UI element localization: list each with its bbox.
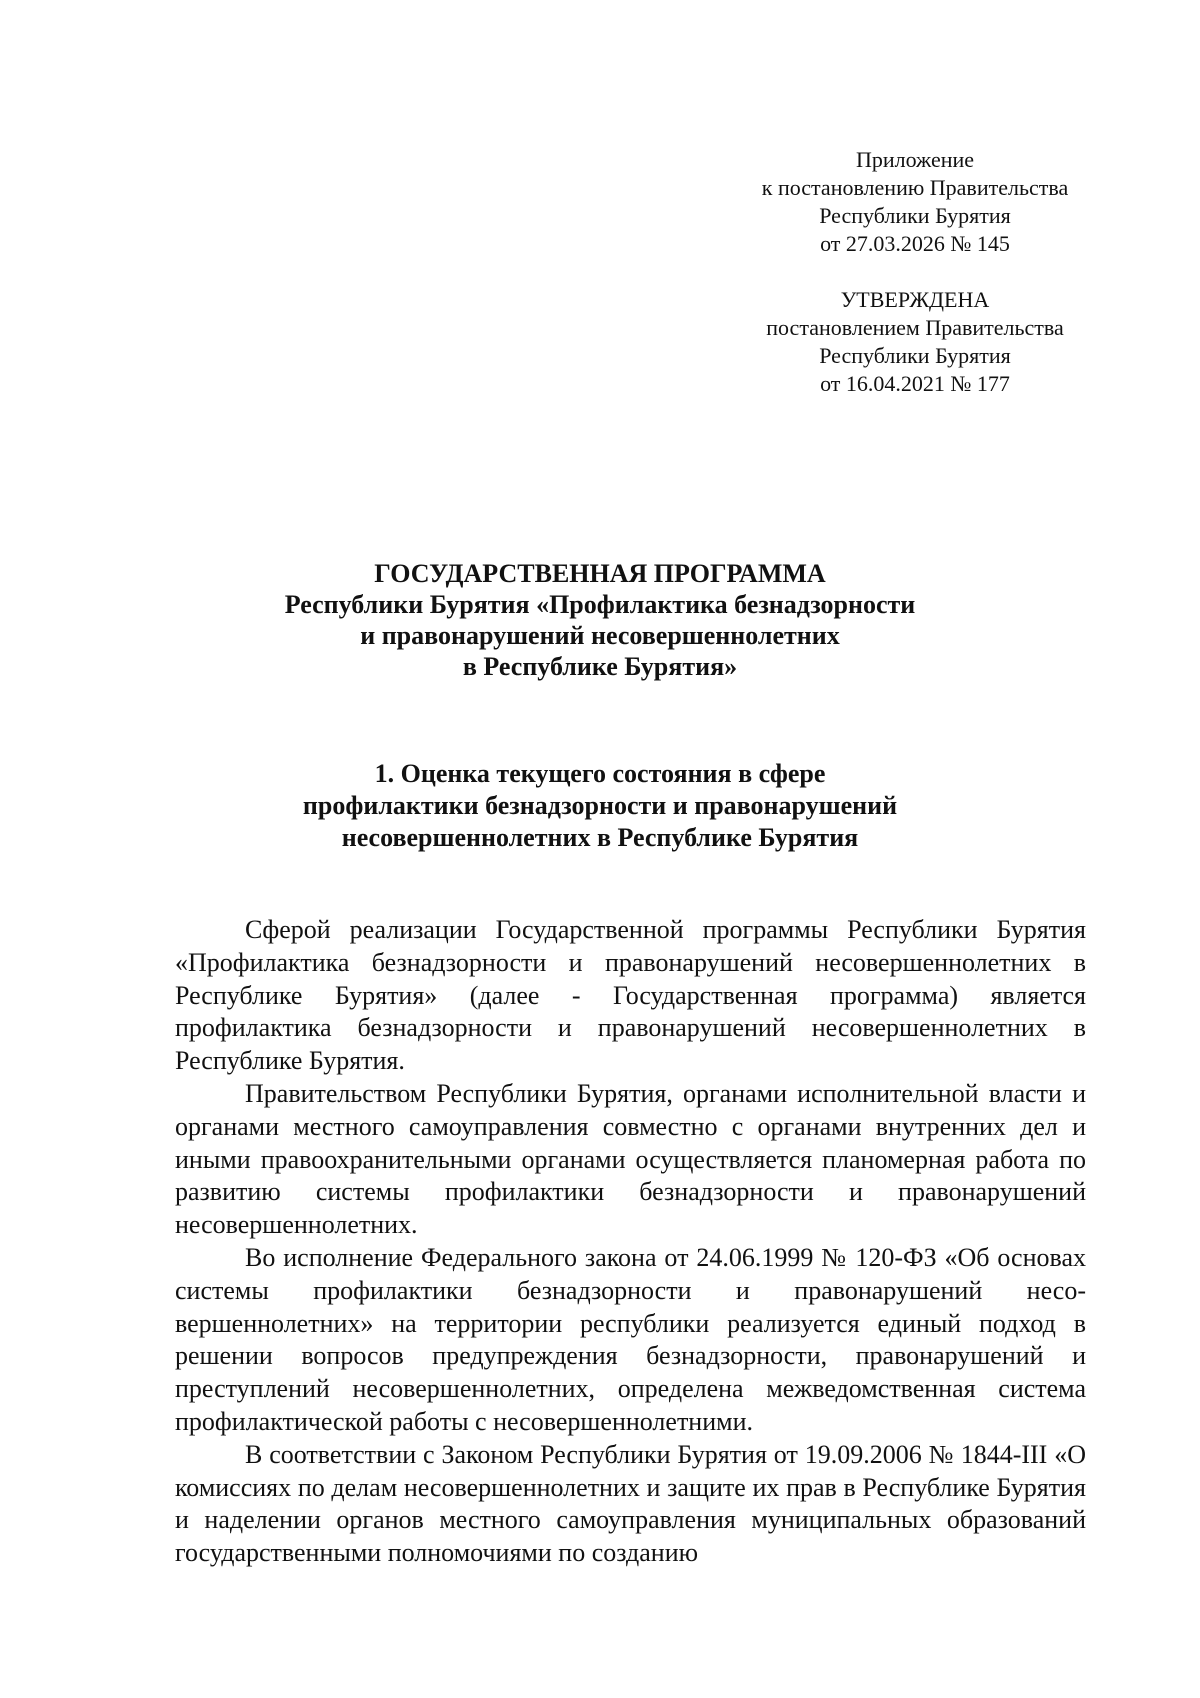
section-heading-line: профилактики безнадзорности и правонарушений	[302, 791, 898, 820]
section-heading-line: 1. Оценка текущего состояния в сфере	[374, 759, 826, 788]
appendix-header	[720, 146, 1110, 258]
appendix-line: к постановлению Правительства	[761, 175, 1069, 200]
section-heading-line: несовершеннолетних в Республике Бурятия	[341, 823, 859, 852]
program-title-line: Республики Бурятия «Профилактика безнадзорности	[284, 590, 916, 619]
section-heading	[170, 758, 1030, 854]
appendix-line: Республики Бурятия	[819, 203, 1011, 228]
body-text	[175, 914, 1086, 1570]
program-title-line: в Республике Бурятия»	[462, 652, 738, 681]
appendix-line: от 27.03.2026 № 145	[820, 231, 1010, 256]
approved-line: от 16.04.2021 № 177	[820, 371, 1010, 396]
paragraph: Правительством Республики Бурятия, органами исполнительной власти и органами местного самоуправления совместно с органами внутренних дел и иными правоохранительными органами осуществляется планомерная работа по развитию системы профилактики безнадзорности и правонарушений несовершеннолетних.	[175, 1078, 1086, 1240]
paragraph: В соответствии с Законом Республики Бурятия от 19.09.2006 № 1844-III «О комиссиях по делам несовершеннолетних и защите их прав в Республике Бурятия и наделении органов местного самоуправления муниципальных образований государственными полномочиями по созданию	[175, 1439, 1086, 1568]
program-title-line: ГОСУДАРСТВЕННАЯ ПРОГРАММА	[374, 559, 826, 588]
approved-line: Республики Бурятия	[819, 343, 1011, 368]
appendix-line: Приложение	[855, 147, 975, 172]
approved-header	[720, 286, 1110, 398]
program-title-line: и правонарушений несовершеннолетних	[360, 621, 840, 650]
paragraph: Во исполнение Федерального закона от 24.06.1999 № 120-ФЗ «Об основах системы профилактики безнадзорности и правонарушений несовершеннолетних» на территории республики реализуется единый подход в решении вопросов предупреждения безнадзорности, правонарушений и преступлений несовершеннолетних, определена межведомственная система профилактической работы с несовершеннолетними.	[175, 1242, 1086, 1436]
approved-line: постановлением Правительства	[766, 315, 1064, 340]
paragraph: Сферой реализации Государственной программы Республики Бурятия «Профилактика безнадзорности и правонарушений несовершеннолетних в Республике Бурятия» (далее - Государственная программа) является профилактика безнадзорности и правонарушений несовершеннолетних в Республике Бурятия.	[175, 915, 1086, 1076]
program-title	[170, 558, 1030, 682]
approved-line: УТВЕРЖДЕНА	[840, 287, 990, 312]
